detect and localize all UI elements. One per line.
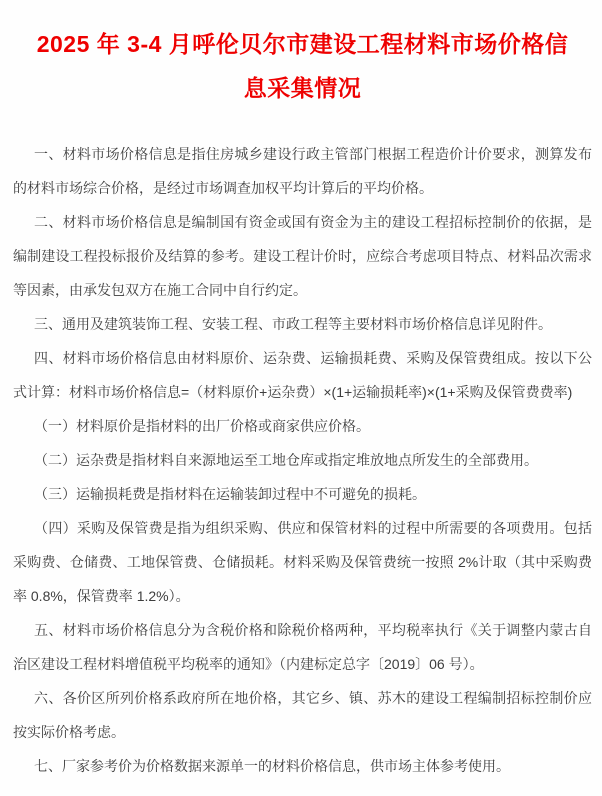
paragraph-4: 四、材料市场价格信息由材料原价、运杂费、运输损耗费、采购及保管费组成。按以下公式计算：材料市场价格信息=（材料原价+运杂费）×(1+运输损耗率)×(1+采购及保管费费率) — [13, 350, 592, 400]
paragraph-2: 二、材料市场价格信息是编制国有资金或国有资金为主的建设工程招标控制价的依据，是编制建设工程投标报价及结算的参考。建设工程计价时，应综合考虑项目特点、材料品次需求等因素，由承发包双方在施工合同中自行约定。 — [13, 214, 592, 298]
document-body — [13, 137, 592, 783]
paragraph-7: 七、厂家参考价为价格数据来源单一的材料价格信息，供市场主体参考使用。 — [34, 758, 510, 774]
paragraph-3: 三、通用及建筑装饰工程、安装工程、市政工程等主要材料市场价格信息详见附件。 — [34, 316, 552, 332]
paragraph-4-sub-2: （二）运杂费是指材料自来源地运至工地仓库或指定堆放地点所发生的全部费用。 — [34, 452, 538, 468]
document-title-line1: 2025 年 3-4 月呼伦贝尔市建设工程材料市场价格信 — [36, 31, 569, 57]
paragraph-4-sub-3: （三）运输损耗费是指材料在运输装卸过程中不可避免的损耗。 — [34, 486, 426, 502]
paragraph-4-sub-4: （四）采购及保管费是指为组织采购、供应和保管材料的过程中所需要的各项费用。包括采购费、仓储费、工地保管费、仓储损耗。材料采购及保管费统一按照 2%计取（其中采购费率 0.8%，保管费率 1.2%）。 — [13, 520, 592, 604]
paragraph-5: 五、材料市场价格信息分为含税价格和除税价格两种，平均税率执行《关于调整内蒙古自治区建设工程材料增值税平均税率的通知》（内建标定总字〔2019〕06 号）。 — [13, 622, 592, 672]
document-title — [21, 22, 584, 110]
paragraph-1: 一、材料市场价格信息是指住房城乡建设行政主管部门根据工程造价计价要求，测算发布的材料市场综合价格，是经过市场调查加权平均计算后的平均价格。 — [13, 146, 592, 196]
document-title-line2: 息采集情况 — [243, 75, 362, 101]
paragraph-4-sub-1: （一）材料原价是指材料的出厂价格或商家供应价格。 — [34, 418, 370, 434]
paragraph-6: 六、各价区所列价格系政府所在地价格，其它乡、镇、苏木的建设工程编制招标控制价应按实际价格考虑。 — [13, 690, 592, 740]
